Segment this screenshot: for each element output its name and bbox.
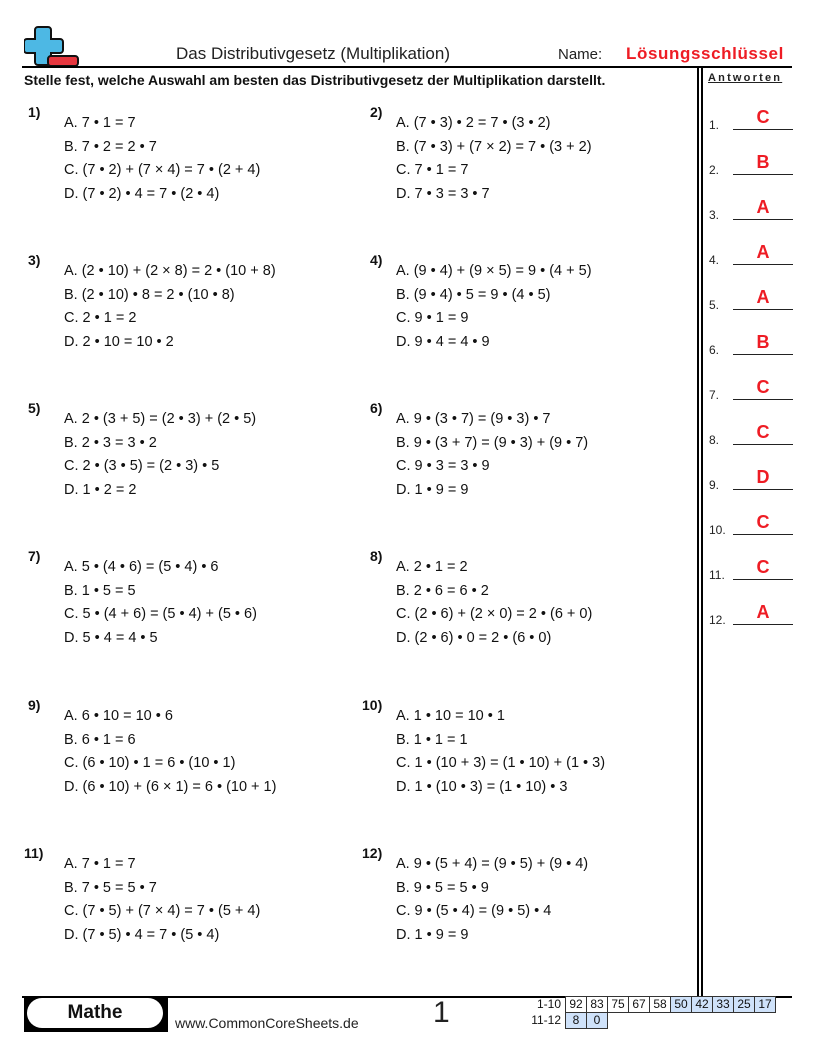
- answer-number: 1.: [709, 118, 720, 132]
- score-row-label: 1-10: [536, 997, 561, 1011]
- answer-letter: C: [756, 557, 770, 577]
- option-c: C. 9 • 1 = 9: [396, 310, 469, 326]
- option-b: B. 7 • 5 = 5 • 7: [64, 879, 157, 896]
- option-c: C. 1 • (10 + 3) = (1 • 10) + (1 • 3): [396, 755, 606, 771]
- option-c: C. 9 • (5 • 4) = (9 • 5) • 4: [396, 903, 552, 919]
- option-a: A. (2 • 10) + (2 × 8) = 2 • (10 + 8): [64, 263, 276, 279]
- score-cell: 8: [565, 1012, 587, 1029]
- footer-brand-label: Mathe: [67, 1002, 123, 1023]
- option-b: B. 7 • 2 = 2 • 7: [64, 138, 157, 155]
- answer-letter: A: [756, 602, 770, 622]
- header-divider: [22, 66, 792, 68]
- answer-line: [733, 624, 793, 626]
- option-c: C. 7 • 1 = 7: [396, 162, 469, 178]
- page-number: 1: [433, 996, 450, 1029]
- plus-minus-logo-icon: [24, 25, 80, 67]
- answer-letter: A: [756, 242, 770, 262]
- problem-number: 12): [362, 845, 383, 861]
- name-label: Name:: [558, 46, 603, 63]
- answer-letter: B: [756, 152, 770, 172]
- answer-item-2: [709, 151, 793, 177]
- score-cell: 75: [607, 996, 629, 1013]
- answer-number: 6.: [709, 343, 720, 357]
- answers-heading: Antworten: [708, 72, 783, 84]
- score-cell: 83: [586, 996, 608, 1013]
- option-a: A. 9 • (3 • 7) = (9 • 3) • 7: [396, 411, 551, 427]
- answer-line: [733, 264, 793, 266]
- option-b: B. 6 • 1 = 6: [64, 731, 136, 748]
- score-cell: 25: [733, 996, 755, 1013]
- option-d: D. (7 • 5) • 4 = 7 • (5 • 4): [64, 926, 220, 943]
- option-d: D. (6 • 10) + (6 × 1) = 6 • (10 + 1): [64, 778, 277, 795]
- answer-item-1: [709, 106, 793, 132]
- answer-item-5: [709, 286, 793, 312]
- answer-line: [733, 399, 793, 401]
- answer-item-8: [709, 421, 793, 447]
- score-cell: 92: [565, 996, 587, 1013]
- answer-item-10: [709, 511, 793, 537]
- answer-item-12: [709, 601, 793, 627]
- answer-line: [733, 354, 793, 356]
- score-row-1-10: [528, 996, 776, 1013]
- option-d: D. 1 • 2 = 2: [64, 481, 137, 498]
- option-c: C. (2 • 6) + (2 × 0) = 2 • (6 + 0): [396, 606, 593, 622]
- option-d: D. 1 • (10 • 3) = (1 • 10) • 3: [396, 778, 568, 795]
- option-b: B. 2 • 6 = 6 • 2: [396, 582, 489, 599]
- name-value: Lösungsschlüssel: [626, 44, 784, 63]
- answer-item-4: [709, 241, 793, 267]
- option-b: B. (7 • 3) + (7 × 2) = 7 • (3 + 2): [396, 138, 592, 155]
- option-a: A. 7 • 1 = 7: [64, 115, 136, 131]
- score-cell: 42: [691, 996, 713, 1013]
- problem-number: 5): [28, 400, 41, 416]
- option-b: B. 1 • 5 = 5: [64, 582, 136, 599]
- option-d: D. (7 • 2) • 4 = 7 • (2 • 4): [64, 185, 220, 202]
- answer-number: 5.: [709, 298, 720, 312]
- answer-item-7: [709, 376, 793, 402]
- option-a: A. 1 • 10 = 10 • 1: [396, 708, 505, 724]
- answer-letter: C: [756, 377, 770, 397]
- problem-number: 11): [24, 845, 44, 861]
- option-d: D. 1 • 9 = 9: [396, 926, 469, 943]
- problem-number: 1): [28, 104, 41, 120]
- answer-number: 9.: [709, 478, 720, 492]
- option-c: C. 5 • (4 + 6) = (5 • 4) + (5 • 6): [64, 606, 257, 622]
- option-a: A. 5 • (4 • 6) = (5 • 4) • 6: [64, 559, 219, 575]
- option-c: C. (6 • 10) • 1 = 6 • (10 • 1): [64, 755, 236, 771]
- answer-column-divider: [697, 67, 703, 997]
- answer-item-6: [709, 331, 793, 357]
- answer-number: 8.: [709, 433, 720, 447]
- option-a: A. 2 • (3 + 5) = (2 • 3) + (2 • 5): [64, 411, 257, 427]
- option-a: A. 2 • 1 = 2: [396, 559, 468, 575]
- answer-item-3: [709, 196, 793, 222]
- answer-line: [733, 579, 793, 581]
- option-d: D. 1 • 9 = 9: [396, 481, 469, 498]
- option-a: A. (9 • 4) + (9 × 5) = 9 • (4 + 5): [396, 263, 592, 279]
- problem-number: 2): [370, 104, 383, 120]
- option-b: B. 9 • (3 + 7) = (9 • 3) + (9 • 7): [396, 434, 589, 451]
- problem-number: 8): [370, 548, 383, 564]
- option-d: D. 7 • 3 = 3 • 7: [396, 185, 490, 202]
- option-a: A. 9 • (5 + 4) = (9 • 5) + (9 • 4): [396, 856, 589, 872]
- option-c: C. 2 • 1 = 2: [64, 310, 137, 326]
- option-c: C. 9 • 3 = 3 • 9: [396, 458, 490, 474]
- problem-number: 4): [370, 252, 383, 268]
- option-c: C. 2 • (3 • 5) = (2 • 3) • 5: [64, 458, 220, 474]
- option-d: D. (2 • 6) • 0 = 2 • (6 • 0): [396, 629, 552, 646]
- option-b: B. (2 • 10) • 8 = 2 • (10 • 8): [64, 286, 235, 303]
- score-cell: 0: [586, 1012, 608, 1029]
- answer-letter: A: [756, 287, 770, 307]
- answer-line: [733, 489, 793, 491]
- answer-number: 4.: [709, 253, 720, 267]
- score-cell: 17: [754, 996, 776, 1013]
- score-row-11-12: [528, 1012, 776, 1029]
- answer-line: [733, 174, 793, 176]
- answer-number: 12.: [709, 613, 726, 627]
- answer-line: [733, 534, 793, 536]
- option-b: B. 2 • 3 = 3 • 2: [64, 434, 157, 451]
- problem-number: 6): [370, 400, 383, 416]
- option-c: C. (7 • 2) + (7 × 4) = 7 • (2 + 4): [64, 162, 261, 178]
- instruction-text: Stelle fest, welche Auswahl am besten das Distributivgesetz der Multiplikation darstellt.: [24, 72, 606, 88]
- answer-line: [733, 129, 793, 131]
- option-d: D. 5 • 4 = 4 • 5: [64, 629, 158, 646]
- answer-letter: D: [756, 467, 770, 487]
- option-d: D. 9 • 4 = 4 • 9: [396, 333, 490, 350]
- answer-line: [733, 309, 793, 311]
- option-c: C. (7 • 5) + (7 × 4) = 7 • (5 + 4): [64, 903, 261, 919]
- option-a: A. 6 • 10 = 10 • 6: [64, 708, 173, 724]
- answer-number: 7.: [709, 388, 720, 402]
- answer-letter: C: [756, 422, 770, 442]
- score-row-label: 11-12: [531, 1013, 561, 1027]
- answer-number: 11.: [709, 568, 725, 582]
- answer-item-11: [709, 556, 793, 582]
- answer-number: 3.: [709, 208, 720, 222]
- option-d: D. 2 • 10 = 10 • 2: [64, 333, 174, 350]
- score-table: [528, 996, 776, 1029]
- option-b: B. 1 • 1 = 1: [396, 731, 468, 748]
- score-cell: 58: [649, 996, 671, 1013]
- option-a: A. 7 • 1 = 7: [64, 856, 136, 872]
- worksheet-title: Das Distributivgesetz (Multiplikation): [176, 44, 450, 63]
- problem-number: 9): [28, 697, 41, 713]
- problem-number: 3): [28, 252, 41, 268]
- problem-number: 7): [28, 548, 41, 564]
- option-b: B. (9 • 4) • 5 = 9 • (4 • 5): [396, 286, 551, 303]
- answer-letter: A: [756, 197, 770, 217]
- answer-number: 2.: [709, 163, 720, 177]
- answer-letter: C: [756, 512, 770, 532]
- score-cell: 50: [670, 996, 692, 1013]
- option-a: A. (7 • 3) • 2 = 7 • (3 • 2): [396, 115, 551, 131]
- problem-number: 10): [362, 697, 383, 713]
- answer-number: 10.: [709, 523, 726, 537]
- answer-item-9: [709, 466, 793, 492]
- option-b: B. 9 • 5 = 5 • 9: [396, 879, 489, 896]
- answer-line: [733, 219, 793, 221]
- answer-letter: B: [756, 332, 770, 352]
- answer-line: [733, 444, 793, 446]
- footer-url: www.CommonCoreSheets.de: [175, 1015, 359, 1031]
- score-cell: 67: [628, 996, 650, 1013]
- answer-letter: C: [756, 107, 770, 127]
- score-cell: 33: [712, 996, 734, 1013]
